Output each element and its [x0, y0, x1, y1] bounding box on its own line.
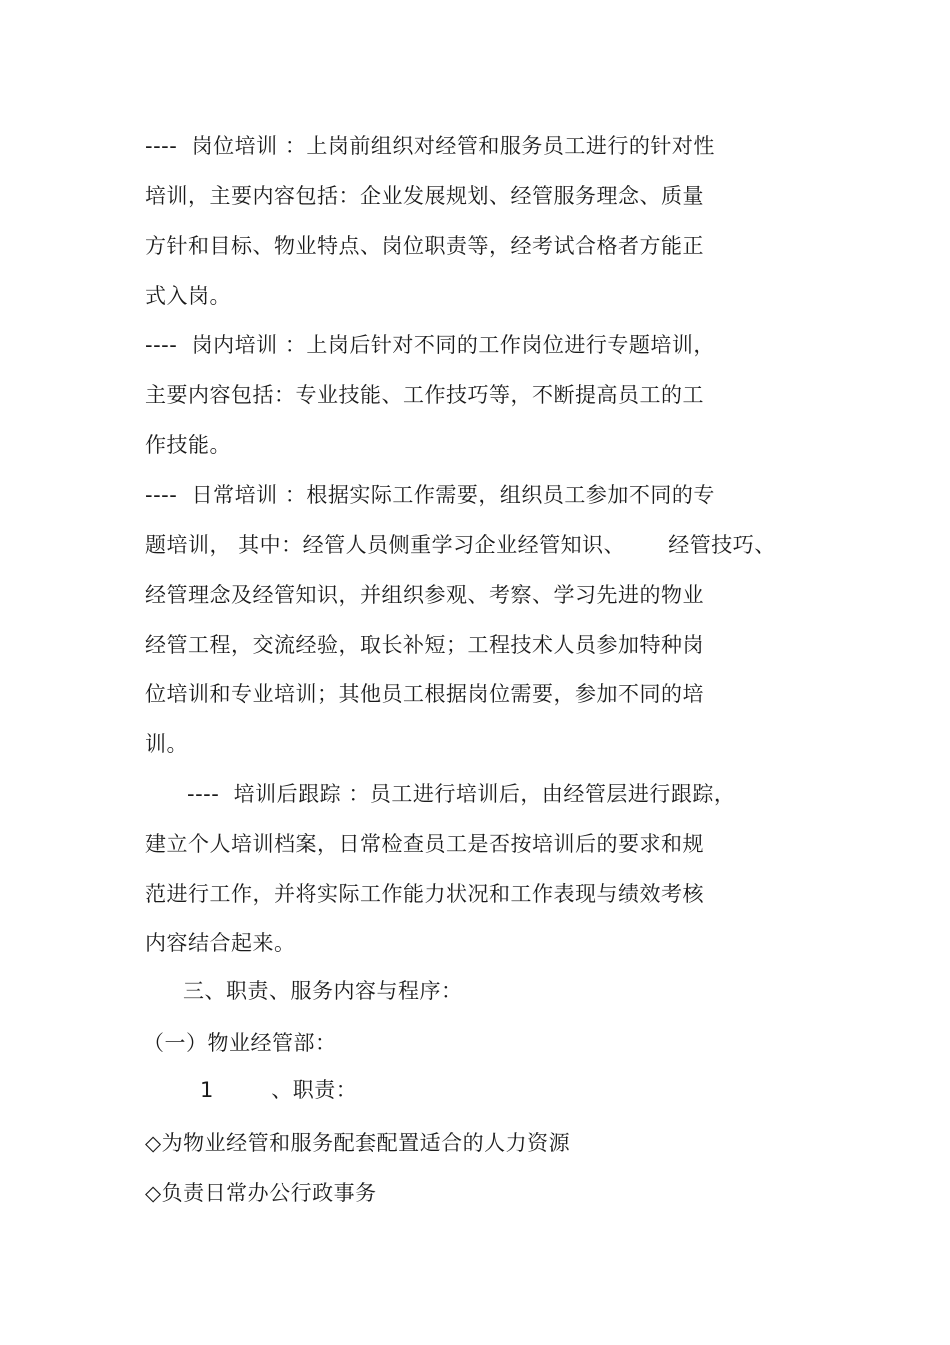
paragraph-line: ---- 培训后跟踪 ：员工进行培训后，由经管层进行跟踪， — [187, 782, 736, 806]
item-heading: 1 、职责： — [200, 1078, 358, 1102]
subsection-heading: （一）物业经管部： — [143, 1031, 337, 1055]
paragraph-line: 题培训， 其中：经管人员侧重学习企业经管知识、 经管技巧、 — [145, 533, 776, 557]
paragraph-line: 训。 — [145, 732, 188, 756]
paragraph-line: 建立个人培训档案，日常检查员工是否按培训后的要求和规 — [145, 832, 704, 856]
paragraph-line: 范进行工作，并将实际工作能力状况和工作表现与绩效考核 — [145, 882, 704, 906]
paragraph-line: 主要内容包括：专业技能、工作技巧等，不断提高员工的工 — [145, 383, 704, 407]
section-heading: 三、职责、服务内容与程序： — [183, 979, 463, 1003]
paragraph-line: 作技能。 — [145, 433, 231, 457]
paragraph-line: 经管理念及经管知识，并组织参观、考察、学习先进的物业 — [145, 583, 704, 607]
paragraph-line: 经管工程，交流经验，取长补短；工程技术人员参加特种岗 — [145, 633, 704, 657]
paragraph-line: 式入岗。 — [145, 284, 231, 308]
paragraph-line: 培训，主要内容包括：企业发展规划、经管服务理念、质量 — [145, 184, 704, 208]
paragraph-line: ---- 日常培训 ：根据实际工作需要，组织员工参加不同的专 — [145, 483, 715, 507]
bullet-item: ◇为物业经管和服务配套配置适合的人力资源 — [145, 1131, 571, 1155]
paragraph-line: 方针和目标、物业特点、岗位职责等，经考试合格者方能正 — [145, 234, 704, 258]
paragraph-line: 内容结合起来。 — [145, 931, 296, 955]
bullet-item: ◇负责日常办公行政事务 — [145, 1181, 377, 1205]
paragraph-line: ---- 岗位培训 ：上岗前组织对经管和服务员工进行的针对性 — [145, 134, 715, 158]
paragraph-line: ---- 岗内培训 ：上岗后针对不同的工作岗位进行专题培训， — [145, 333, 715, 357]
paragraph-line: 位培训和专业培训；其他员工根据岗位需要，参加不同的培 — [145, 682, 704, 706]
